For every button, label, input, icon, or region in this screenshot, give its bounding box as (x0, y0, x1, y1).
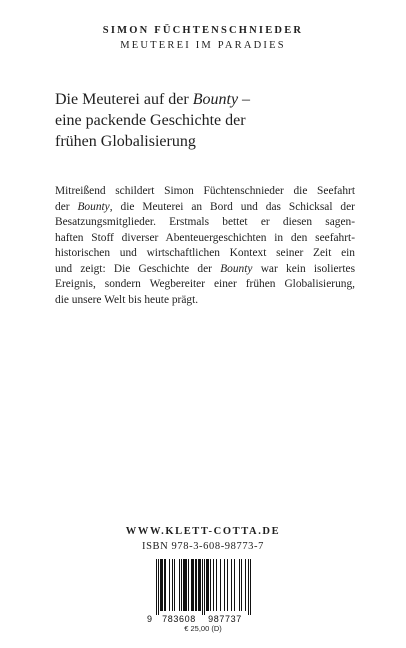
barcode-bar (241, 559, 242, 611)
barcode-bar (193, 559, 194, 611)
barcode-bar (186, 559, 187, 611)
blurb-line-2-post: , die Meuterei an Bord und das Schicksal der (109, 200, 355, 213)
barcode-bar (179, 559, 180, 611)
barcode-bar (234, 559, 235, 611)
headline-line-1 (55, 89, 355, 110)
barcode-bar (161, 559, 162, 611)
isbn-barcode (144, 558, 260, 624)
blurb-line-2 (55, 200, 355, 216)
headline (55, 89, 355, 152)
barcode-digits-right: 987737 (208, 614, 242, 624)
barcode-bar (216, 559, 217, 611)
headline-line-1-prefix: Die Meuterei auf der (55, 91, 193, 108)
barcode-bar (158, 559, 159, 615)
barcode-bar (207, 559, 208, 611)
barcode-bar (195, 559, 196, 611)
barcode-bar (196, 559, 197, 611)
barcode-bar (208, 559, 209, 611)
blurb-paragraph (55, 184, 355, 308)
barcode-bar (199, 559, 200, 611)
blurb-ship-name-1: Bounty (77, 200, 110, 213)
author-name: SIMON FÜCHTENSCHNIEDER (102, 25, 304, 36)
blurb-ship-name-2: Bounty (220, 262, 253, 275)
isbn-number: ISBN 978-3-608-98773-7 (142, 541, 264, 552)
barcode-bar (206, 559, 207, 611)
barcode-digits-left: 783608 (162, 614, 196, 624)
barcode-bar (191, 559, 192, 611)
blurb-line-6-pre: und zeigt: Die Geschichte der (55, 262, 221, 275)
headline-ship-name: Bounty (192, 91, 239, 108)
barcode-bar (188, 559, 189, 611)
headline-line-2: eine packende Geschichte der (55, 112, 246, 129)
barcode-bar (181, 559, 182, 611)
blurb-line-6 (55, 262, 355, 278)
barcode-bar (192, 559, 193, 611)
barcode-bar (220, 559, 221, 611)
barcode-bar (174, 559, 175, 611)
headline-line-1-suffix: – (238, 91, 251, 108)
blurb-line-2-pre: der (55, 200, 78, 213)
barcode-bar (198, 559, 199, 611)
barcode-bar (227, 559, 228, 611)
barcode-bar (239, 559, 240, 611)
barcode-bar (172, 559, 173, 611)
price-label: € 25,00 (D) (184, 624, 222, 633)
blurb-line-7: Ereignis, sondern Wegbereiter einer frühen Globalisierung, (55, 278, 355, 290)
headline-line-3: frühen Globalisierung (55, 133, 196, 150)
blurb-line-8: die unsere Welt bis heute prägt. (55, 293, 199, 306)
barcode-bar (169, 559, 170, 611)
barcode-bar (202, 559, 203, 615)
blurb-line-6-post: war kein isoliertes (252, 262, 356, 275)
barcode-bar (245, 559, 246, 611)
barcode-bar (156, 559, 157, 615)
barcode-bar (162, 559, 163, 611)
barcode-bar (185, 559, 186, 611)
publisher-website: WWW.KLETT-COTTA.DE (125, 526, 281, 537)
blurb-line-4: haften Stoff diverser Abenteuergeschichten in den seefahrt- (55, 231, 355, 244)
barcode-bar (200, 559, 201, 611)
barcode-bar (164, 559, 165, 611)
barcode-bar (213, 559, 214, 611)
barcode-bar (224, 559, 225, 611)
barcode-bar (204, 559, 205, 615)
barcode-bar (210, 559, 211, 611)
barcode-bar (231, 559, 232, 611)
blurb-line-3: Besatzungsmitglieder. Erstmals bettet er diesen sagen- (55, 216, 355, 228)
barcode-bar (184, 559, 185, 611)
barcode-bar (165, 559, 166, 611)
blurb-line-5: historischen und wirtschaftlichen Kontext seiner Zeit ein (55, 247, 355, 259)
barcode-bars (156, 559, 251, 615)
book-title: MEUTEREI IM PARADIES (120, 40, 286, 51)
barcode-bar (160, 559, 161, 611)
barcode-bar (248, 559, 249, 615)
barcode-bar (183, 559, 184, 611)
barcode-bar (250, 559, 251, 615)
blurb-line-1: Mitreißend schildert Simon Füchtenschnieder die Seefahrt (55, 185, 355, 197)
barcode-digit-first: 9 (147, 614, 153, 624)
